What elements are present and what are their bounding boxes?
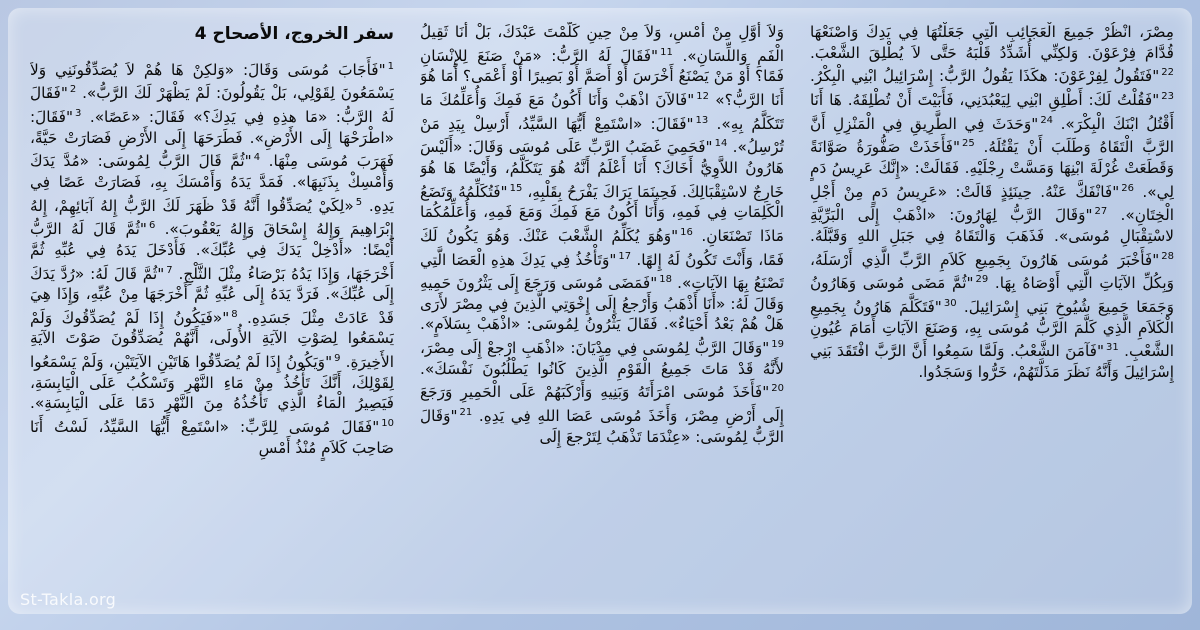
verse-number: 28 [1161,250,1174,262]
verse-number: 31 [1106,342,1119,354]
verse-text: "«فَيَكُونُ إِذَا لَمْ يُصَدِّقُوكَ وَلَمْ يَسْمَعُوا لِصَوْتِ الآيَةِ الأُولَى، أَنَّهُمْ يُصَدِّقُونَ صَوْتَ الآيَةِ الأَخِيرَةِ. [30,308,394,372]
verse [30,353,394,412]
verse-text: "فَانْفَكَّ عَنْهُ. حِينَئِذٍ قَالَتْ: «عَرِيسُ دَمٍ مِنْ أَجْلِ الْخِتَانِ». [810,182,1174,225]
verse-text: "وَحَدَثَ فِي الطَّرِيقِ فِي الْمَنْزِلِ أَنَّ الرَّبَّ الْتَقَاهُ وَطَلَبَ أَنْ يَقْتُلَهُ. [810,114,1174,157]
verse-text: "فَتَكَلَّمَ هَارُونُ بِجَمِيعِ الْكَلاَمِ الَّذِي كَلَّمَ الرَّبُّ مُوسَى بِهِ، وَصَنَعَ الآيَاتِ أَمَامَ عُيُونِ الشَّعْبِ. [810,297,1174,361]
verse-number: 13 [695,114,709,126]
verse-text: "فَقُلْتُ لَكَ: أَطْلِقِ ابْنِي لِيَعْبُدَنِي، فَأَبَيْتَ أَنْ تُطْلِقَهُ. هَا أَنَا أَقْتُلُ ابْنَكَ الْبِكْرَ». [810,90,1174,133]
verse [30,418,394,457]
verse-text: «لِكَيْ يُصَدِّقُوا أَنَّهُ قَدْ ظَهَرَ لَكَ الرَّبُّ إِلهُ آبَائِهِمْ، إِلهُ إِبْرَاهِيمَ وَإِلهُ إِسْحَاقَ وَإِلهُ يَعْقُوبَ». [30,196,394,239]
verses-middle [420,22,784,447]
verse-number: 27 [1094,206,1108,218]
verse-number: 17 [618,250,632,262]
verse-number: 11 [660,46,673,58]
verse-text: "فَأَجَابَ مُوسَى وَقَالَ: «وَلكِنْ هَا هُمْ لاَ يُصَدِّقُونَنِي وَلاَ يَسْمَعُونَ لِقَوْلِي، بَلْ يَقُولُونَ: لَمْ يَظْهَرْ لَكَ الرَّبُّ». [30,60,394,103]
verse-number: 30 [943,297,957,309]
verse-text: "وَتَأْخُذُ فِي يَدِكَ هذِهِ الْعَصَا الَّتِي تَصْنَعُ بِهَا الآيَاتِ». [420,250,784,293]
verse-number: 9 [334,353,341,365]
verses-right [30,57,394,459]
verse-number: 21 [459,407,473,419]
verse-text: "فَقَالَ: «اطْرَحْهَا إِلَى الأَرْضِ». فَطَرَحَهَا إِلَى الأَرْضِ فَصَارَتْ حَيَّةً، فَهَرَبَ مُوسَى مِنْهَا. [30,108,394,171]
verse [810,67,1174,85]
verses-left [810,22,1174,382]
verse-text: "فَالآنَ اذْهَبْ وَأَنَا أَكُونُ مَعَ فَمِكَ وَأُعَلِّمُكَ مَا تَتَكَلَّمُ بِهِ». [420,90,784,133]
verse-text: "وَقَالَ الرَّبُّ لِهَارُونَ: «اذْهَبْ إِلَى الْبَرِّيَّةِ لاسْتِقْبَالِ مُوسَى». فَذَهَبَ وَالْتَقَاهُ فِي جَبَلِ اللهِ وَقَبَّلَهُ. [810,206,1174,245]
verse-number: 8 [231,308,238,320]
verse-text: "ثُمَّ قَالَ لَهُ الرَّبُّ أَيْضًا: «أَدْخِلْ يَدَكَ فِي عُبِّكَ». فَأَدْخَلَ يَدَهُ فِي عُبِّهِ ثُمَّ أَخْرَجَهَا، وَإِذَا يَدُهُ بَرْصَاءُ مِثْلَ الثَّلْجِ. [30,220,394,283]
verse-text: مِصْرَ، انْظُرْ جَمِيعَ الْعَجَائِبِ الَّتِي جَعَلْتُهَا فِي يَدِكَ وَاصْنَعْهَا قُدَّامَ فِرْعَوْنَ. وَلكِنِّي أُشَدِّدُ قَلْبَهُ حَتَّى لاَ يُطْلِقَ الشَّعْبَ. [810,23,1174,62]
column-right [30,22,394,602]
verse-text: "فَقَالَ لَهُ الرَّبُّ: «مَنْ صَنَعَ لِلإِنْسَانِ فَمًا؟ أَوْ مَنْ يَصْنَعُ أَخْرَسَ أَوْ أَصَمَّ أَوْ بَصِيرًا أَوْ أَعْمَى؟ أَمَا هُوَ أَنَا الرَّبُّ؟» [420,46,784,109]
verse-text: "فَقَالَ مُوسَى لِلرَّبِّ: «اسْتَمِعْ أَيُّهَا السَّيِّدُ، لَسْتُ أَنَا صَاحِبَ كَلاَمٍ مُنْذُ أَمْسِ [30,418,394,457]
verse-text: "فَأَخْبَرَ مُوسَى هَارُونَ بِجَمِيعِ كَلاَمِ الرَّبِّ الَّذِي أَرْسَلَهُ، وَبِكُلِّ الآيَاتِ الَّتِي أَوْصَاهُ بِهَا. [810,250,1174,293]
verse [420,383,784,425]
verse-number: 18 [659,274,673,286]
verse [420,339,784,378]
verse-text: "فَأَخَذَ مُوسَى امْرَأَتَهُ وَبَنِيهِ وَأَرْكَبَهُمْ عَلَى الْحَمِيرِ وَرَجَعَ إِلَى أَرْضِ مِصْرَ، وَأَخَذَ مُوسَى عَصَا اللهِ فِي يَدِهِ. [420,383,784,426]
verse-number: 22 [1161,67,1174,79]
verse-number: 4 [253,152,261,164]
verse-number: 16 [680,226,693,238]
verse-number: 15 [509,182,523,194]
verse-text: "ثُمَّ قَالَ لَهُ: «رُدَّ يَدَكَ إِلَى عُبِّكَ». فَرَدَّ يَدَهُ إِلَى عُبِّهِ ثُمَّ أَخْرَجَهَا مِنْ عُبِّهِ، وَإِذَا هِيَ قَدْ عَادَتْ مِثْلَ جَسَدِهِ. [30,264,394,327]
verse-number: 25 [962,138,975,150]
verse-text: "فَحَمِيَ غَضَبُ الرَّبِّ عَلَى مُوسَى وَقَالَ: «أَلَيْسَ هَارُونُ اللاَّوِيُّ أَخَاكَ؟ أَنَا أَعْلَمُ أَنَّهُ هُوَ يَتَكَلَّمُ، وَأَيْضًا هَا هُوَ خَارِجٌ لاسْتِقْبَالِكَ. فَحِينَمَا يَرَاكَ يَفْرَحُ بِقَلْبِهِ، [420,138,784,201]
verse [810,23,1174,62]
verse-number: 23 [1161,90,1174,102]
verse-text: "وَقَالَ الرَّبُّ لِمُوسَى فِي مِدْيَانَ: «اذْهَبِ ارْجعْ إِلَى مِصْرَ، لأَنَّهُ قَدْ مَاتَ جَمِيعُ الْقَوْمِ الَّذِينَ كَانُوا يَطْلُبُونَ نَفْسَكَ». [420,339,784,378]
verse-text: "فَتَقُولُ لِفِرْعَوْنَ: هكَذَا يَقُولُ الرَّبُّ: إِسْرَائِيلُ ابْنِي الْبِكْرُ. [810,67,1160,86]
verse-number: 2 [69,84,77,96]
text-columns [30,22,1174,602]
verse-number: 3 [75,107,82,119]
verse-text: "فَآمَنَ الشَّعْبُ. وَلَمَّا سَمِعُوا أَنَّ الرَّبَّ افْتَقَدَ بَنِي إِسْرَائِيلَ وَأَنَّهُ نَظَرَ مَذَلَّتَهُمْ، خَرُّوا وَسَجَدُوا. [810,342,1174,381]
verse-text: "فَأَخَذَتْ صَفُّورَةُ صَوَّانَةً وَقَطَعَتْ غُرْلَةَ ابْنِهَا وَمَسَّتْ رِجْلَيْهِ. فَقَالَتْ: «إِنَّكَ عَرِيسُ دَمٍ لِي». [810,138,1174,201]
verse-text: "فَتُكَلِّمُهُ وَتَضَعُ الْكَلِمَاتِ فِي فَمِهِ، وَأَنَا أَكُونُ مَعَ فَمِكَ وَمَعَ فَمِهِ، وَأُعَلِّمُكُمَا مَاذَا تَصْنَعَانِ. [420,182,784,245]
verse-text: "وَقَالَ الرَّبُّ لِمُوسَى: «عِنْدَمَا تَذْهَبُ لِتَرْجعَ إِلَى [420,407,784,446]
verse [30,61,394,103]
verse-number: 29 [975,274,989,286]
verse-text: "ثُمَّ مَضَى مُوسَى وَهَارُونُ وَجَمَعَا جَمِيعَ شُيُوخِ بَنِي إِسْرَائِيلَ. [810,274,1174,316]
verse-text: "فَقَالَ: «اسْتَمِعْ أَيُّهَا السَّيِّدُ، أَرْسِلْ بِيَدِ مَنْ تُرْسِلُ». [420,114,784,157]
verse-number: 12 [696,90,709,102]
verse-text: "فَقَالَ لَهُ الرَّبُّ: «مَا هذِهِ فِي يَدِكَ؟» فَقَالَ: «عَصًا». [30,84,394,127]
verse-number: 10 [381,417,394,429]
verse-number: 5 [355,196,363,208]
verse-text: "فَمَضَى مُوسَى وَرَجَعَ إِلَى يَثْرُونَ حَمِيهِ وَقَالَ لَهُ: «أَنَا أَذْهَبُ وَأَرْجعُ إِلَى إِخْوَتِي الَّذِينَ فِي مِصْرَ لأَرَى هَلْ هُمْ بَعْدُ أَحْيَاءٌ». فَقَالَ يَثْرُونُ لِمُوسَى: «اذْهَبْ بِسَلاَمٍ». [420,274,784,334]
verse-number: 20 [771,383,784,395]
column-middle [420,22,784,602]
verse-number: 26 [1121,182,1135,194]
verse-number: 6 [148,220,156,232]
verse-number: 7 [166,264,173,276]
verse-text: "وَيَكُونُ إِذَا لَمْ يُصَدِّقُوا هَاتَيْنِ الآيَتَيْنِ، وَلَمْ يَسْمَعُوا لِقَوْلِكَ، أَنَّكَ تَأْخُذُ مِنْ مَاءِ النَّهْرِ وَتَسْكُبُ عَلَى الْيَابِسَةِ، فَيَصِيرُ الْمَاءُ الَّذِي تَأْخُذُهُ مِنَ النَّهْرِ دَمًا عَلَى الْيَابِسَةِ». [30,353,394,413]
verse-text: "وَهُوَ يُكَلِّمُ الشَّعْبَ عَنْكَ. وَهُوَ يَكُونُ لَكَ فَمًا، وَأَنْتَ تَكُونُ لَهُ إِلهًا. [420,226,784,269]
chapter-title: سفر الخروج، الأصحاح 4 [194,24,394,44]
column-left [810,22,1174,602]
verse-number: 19 [771,339,784,351]
verse-text: وَلاَ أَوَّلِ مِنْ أَمْسِ، وَلاَ مِنْ حِينِ كَلَّمْتَ عَبْدَكَ، بَلْ أَنَا ثَقِيلُ الْفَمِ وَاللِّسَانِ». [420,23,784,65]
verse-text: "ثُمَّ قَالَ الرَّبُّ لِمُوسَى: «مُدَّ يَدَكَ وَأَمْسِكْ بِذَنَبِهَا». فَمَدَّ يَدَهُ وَأَمْسَكَ بِهِ، فَصَارَتْ عَصًا فِي يَدِهِ. [30,152,394,215]
site-watermark: St-Takla.org [20,590,117,609]
verse-number: 1 [387,60,394,72]
verse-number: 14 [714,138,728,150]
verse [810,342,1174,381]
verse-number: 24 [1040,114,1054,126]
